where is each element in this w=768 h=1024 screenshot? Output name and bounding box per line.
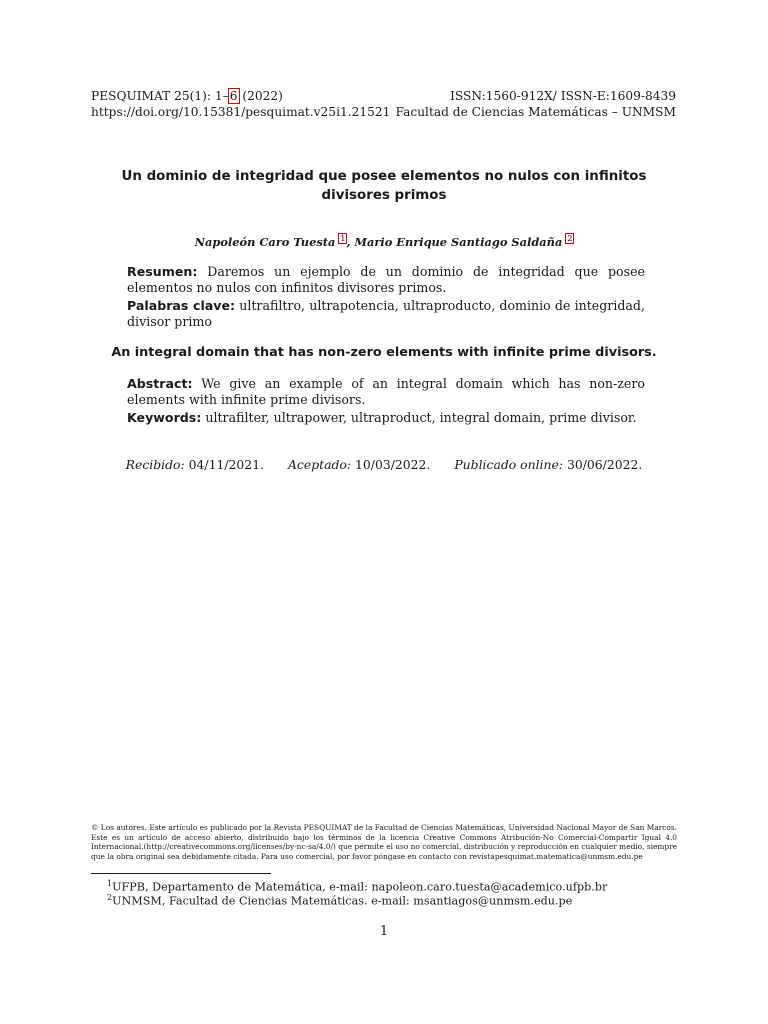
abstract-text: We give an example of an integral domain which has non-zero elements with infinite prime divisors. [127, 376, 645, 407]
resumen-label: Resumen: [127, 264, 198, 279]
palabras-clave-text: ultrafiltro, ultrapotencia, ultraproducto, dominio de integridad, divisor primo [127, 298, 645, 329]
last-page-link[interactable]: 6 [229, 89, 238, 103]
paper-title: Un dominio de integridad que posee elementos no nulos con infinitos divisores primos [121, 169, 647, 203]
keywords [127, 410, 645, 426]
english-title: An integral domain that has non-zero elements with infinite prime divisors. [111, 345, 657, 360]
journal-citation: PESQUIMAT 25(1): 1–6 (2022) [91, 89, 283, 103]
doi-link[interactable]: https://doi.org/10.15381/pesquimat.v25i1.21521 [91, 105, 391, 119]
keywords-label: Keywords: [127, 410, 202, 425]
keywords-text: ultrafilter, ultrapower, ultraproduct, integral domain, prime divisor. [205, 410, 637, 425]
received-date: Recibido: 04/11/2021. [125, 457, 265, 472]
footnote-2: $^2$UNMSM, Facultad de Ciencias Matemáticas. e-mail: msantiagos@unmsm.edu.pe [107, 893, 573, 908]
issn: ISSN:1560-912X/ ISSN-E:1609-8439 [450, 89, 676, 103]
resumen [127, 264, 645, 296]
author-1: Napoleón Caro Tuesta [194, 234, 336, 249]
author-line: Napoleón Caro Tuesta $^1$, Mario Enrique Santiago Saldaña $^2$ [194, 234, 573, 249]
license-notice: © Los autores. Este artículo es publicado por la Revista PESQUIMAT de la Facultad de Ciencias Matemáticas, Universidad Nacional Mayor de San Marcos. Este es un artículo de acceso abierto, distribuido bajo los términos de la licencia Creative Commons Atribución-No Comercial-Compartir Igual 4.0 Internacional.(http://creativecommons.org/licenses/by-nc-sa/4.0/) que permite el uso no comercial, distribución y reproducción en cualquier medio, siempre que la obra original sea debidamente citada. Para uso comercial, por favor póngase en contacto con revistapesquimat.matematica@unmsm.edu.pe [91, 823, 677, 861]
footnote-ref-1[interactable]: 1 [340, 234, 346, 243]
dates-line [91, 457, 677, 472]
journal-header-right [395, 88, 676, 120]
accepted-date: Aceptado: 10/03/2022. [287, 457, 431, 472]
abstract [127, 376, 645, 408]
resumen-text: Daremos un ejemplo de un dominio de integridad que posee elementos no nulos con infinitos divisores primos. [127, 264, 646, 295]
palabras-clave-label: Palabras clave: [127, 298, 236, 313]
journal-header-left [91, 88, 390, 120]
palabras-clave [127, 298, 645, 330]
author-2: Mario Enrique Santiago Saldaña [354, 234, 563, 249]
page-number: 1 [379, 924, 389, 939]
abstract-label: Abstract: [127, 376, 193, 391]
published-date: Publicado online: 30/06/2022. [454, 457, 643, 472]
footnote-rule [91, 873, 271, 874]
footnote-1: $^1$UFPB, Departamento de Matemática, e-mail: napoleon.caro.tuesta@academico.ufpb.br [107, 879, 608, 894]
footnote-ref-2[interactable]: 2 [567, 234, 573, 243]
faculty: Facultad de Ciencias Matemáticas – UNMSM [395, 105, 676, 119]
